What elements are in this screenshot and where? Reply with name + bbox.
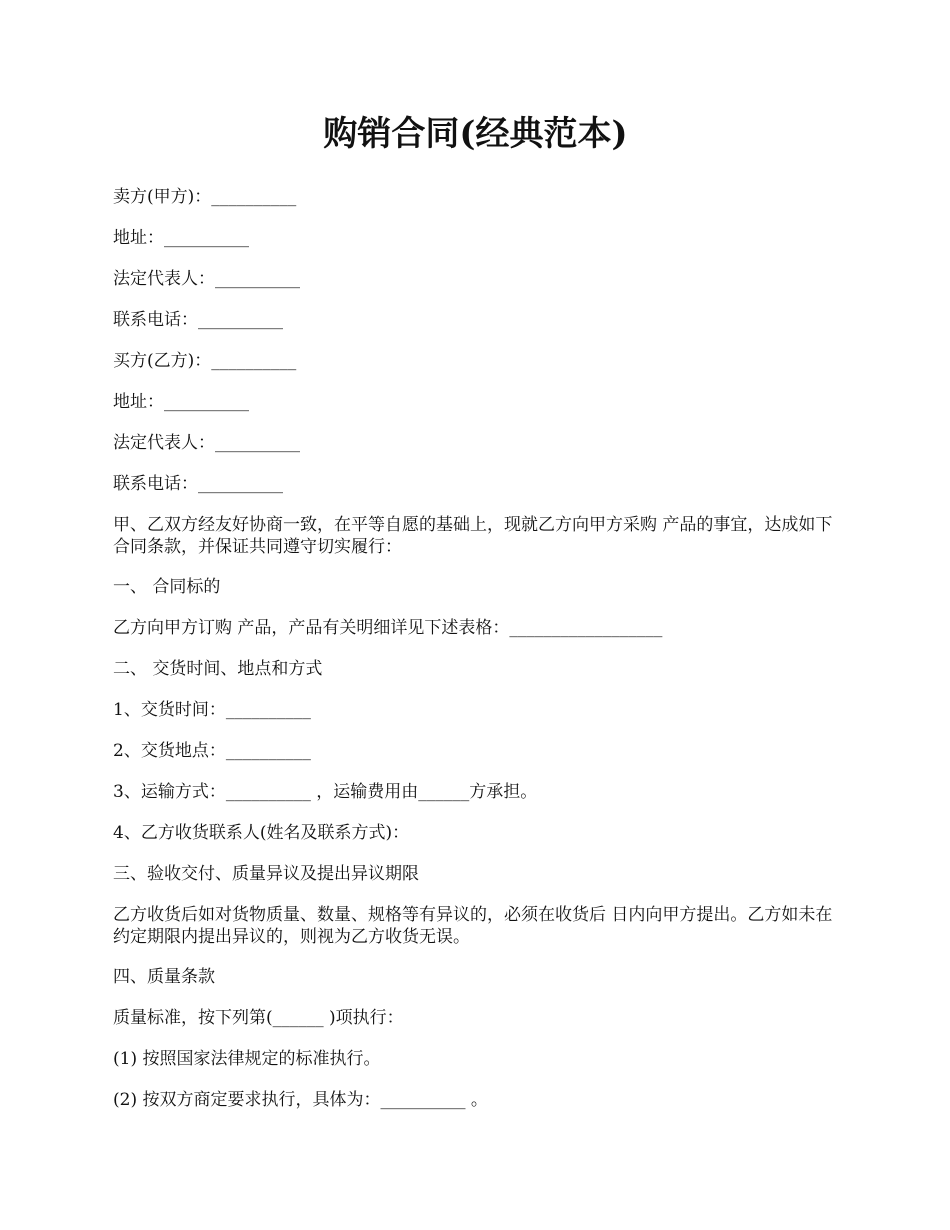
delivery-place-line: 2、交货地点：__________ [113,741,311,761]
buyer-address-line: 地址：__________ [113,392,249,412]
quality-standard-line: 质量标准，按下列第(______ )项执行： [113,1008,404,1028]
section-1-body: 乙方向甲方订购 产品，产品有关明细详见下述表格：__________________ [113,618,663,638]
buyer-line: 买方(乙方)：__________ [113,351,297,371]
seller-line: 卖方(甲方)：__________ [113,187,297,207]
receiver-contact-line: 4、乙方收货联系人(姓名及联系方式)： [113,823,410,843]
section-3-heading: 三、验收交付、质量异议及提出异议期限 [113,864,419,884]
seller-phone-line: 联系电话：__________ [113,310,283,330]
section-1-heading: 一、 合同标的 [113,577,221,597]
transport-method-line: 3、运输方式：__________ ，运输费用由______方承担。 [113,782,538,802]
seller-legal-rep-line: 法定代表人：__________ [113,269,300,289]
buyer-phone-line: 联系电话：__________ [113,474,283,494]
buyer-legal-rep-line: 法定代表人：__________ [113,433,300,453]
quality-option-2: (2) 按双方商定要求执行，具体为：__________ 。 [113,1090,488,1110]
delivery-time-line: 1、交货时间：__________ [113,700,311,720]
section-4-heading: 四、质量条款 [113,967,215,987]
document-title: 购销合同(经典范本) [323,114,628,154]
quality-option-1: (1) 按照国家法律规定的标准执行。 [113,1049,381,1069]
intro-paragraph: 甲、乙双方经友好协商一致，在平等自愿的基础上，现就乙方向甲方采购 产品的事宜，达成如下合同条款，并保证共同遵守切实履行： [113,515,833,557]
section-3-body: 乙方收货后如对货物质量、数量、规格等有异议的，必须在收货后 日内向甲方提出。乙方如未在约定期限内提出异议的，则视为乙方收货无误。 [113,905,833,947]
section-2-heading: 二、 交货时间、地点和方式 [113,659,323,679]
seller-address-line: 地址：__________ [113,228,249,248]
